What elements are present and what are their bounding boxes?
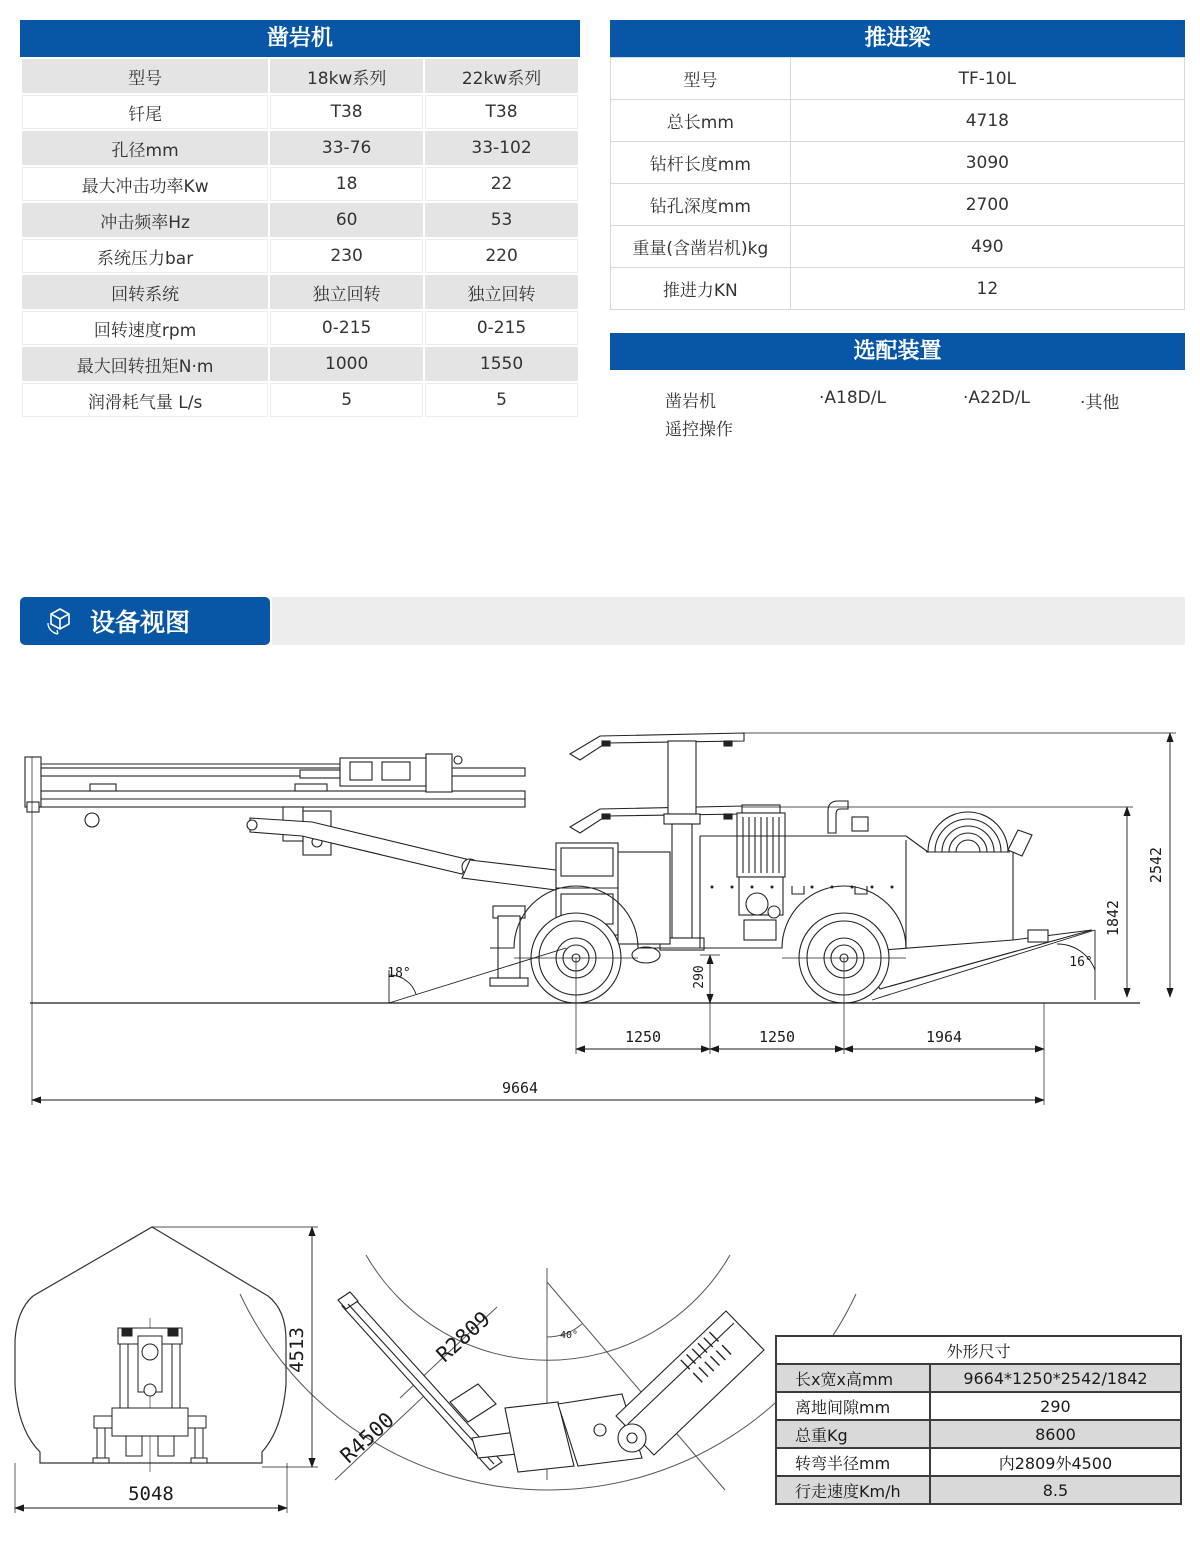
- table-row: [22, 383, 578, 417]
- table-cell: 33-102: [425, 131, 578, 165]
- table-cell: 总重Kg: [776, 1420, 930, 1448]
- dim-1964: 1964: [925, 1028, 963, 1046]
- table-row: [776, 1448, 1181, 1476]
- rock-drill-table: [20, 57, 580, 419]
- tunnel-dimensions: [15, 1227, 318, 1513]
- feed-beam-table-title: 推进梁: [610, 20, 1185, 57]
- feed-beam-table-block: [610, 20, 1185, 310]
- table-cell: 最大回转扭矩N·m: [22, 347, 268, 381]
- table-row: [22, 59, 578, 93]
- cube-3d-icon: [44, 605, 76, 637]
- table-cell: 22kw系列: [425, 59, 578, 93]
- table-cell: 8.5: [930, 1476, 1181, 1504]
- table-cell: 钻杆长度mm: [611, 142, 791, 184]
- table-row: [22, 275, 578, 309]
- table-cell: 1550: [425, 347, 578, 381]
- table-row: [611, 184, 1185, 226]
- table-cell: 独立回转: [270, 275, 423, 309]
- table-row: [776, 1364, 1181, 1392]
- table-cell: 60: [270, 203, 423, 237]
- table-cell: 离地间隙mm: [776, 1392, 930, 1420]
- table-row: [22, 131, 578, 165]
- table-cell: T38: [270, 95, 423, 129]
- table-cell: 5: [270, 383, 423, 417]
- table-cell: 230: [270, 239, 423, 273]
- table-cell: 内2809外4500: [930, 1448, 1181, 1476]
- equipment-view-banner: [20, 597, 1185, 645]
- dim-1842: 1842: [1104, 899, 1122, 937]
- table-cell: 3090: [790, 142, 1184, 184]
- table-cell: 钻孔深度mm: [611, 184, 791, 226]
- overall-dims-title: 外形尺寸: [776, 1336, 1181, 1364]
- turning-view-machine: [335, 1292, 764, 1472]
- table-row: [22, 311, 578, 345]
- equipment-view-banner-title: 设备视图: [90, 608, 191, 637]
- table-cell: 12: [790, 268, 1184, 310]
- equipment-view-banner-strip: [272, 597, 1185, 645]
- table-cell: 转弯半径mm: [776, 1448, 930, 1476]
- dim-5048: 5048: [128, 1483, 174, 1505]
- table-cell: 8600: [930, 1420, 1181, 1448]
- table-row: [611, 100, 1185, 142]
- dim-4513: 4513: [286, 1327, 308, 1373]
- optional-equipment-block: [610, 333, 1185, 480]
- table-cell: 53: [425, 203, 578, 237]
- table-cell: 型号: [22, 59, 268, 93]
- table-row: [611, 142, 1185, 184]
- table-cell: 回转速度rpm: [22, 311, 268, 345]
- angle-18: 18°: [387, 966, 411, 981]
- dim-290: 290: [692, 965, 707, 989]
- table-cell: 钎尾: [22, 95, 268, 129]
- side-view-machine: [25, 733, 1092, 1003]
- table-cell: 重量(含凿岩机)kg: [611, 226, 791, 268]
- angle-16: 16°: [1069, 955, 1093, 970]
- table-cell: 推进力KN: [611, 268, 791, 310]
- table-cell: 0-215: [425, 311, 578, 345]
- optional-item-a18: ·A18D/L: [819, 388, 886, 408]
- table-row: [22, 239, 578, 273]
- optional-item-other: ·其他: [1080, 393, 1120, 413]
- table-cell: 1000: [270, 347, 423, 381]
- optional-equipment-label: [665, 388, 733, 444]
- table-row: [611, 58, 1185, 100]
- table-cell: 2700: [790, 184, 1184, 226]
- table-row: [611, 268, 1185, 310]
- table-row: [22, 95, 578, 129]
- table-row: [776, 1476, 1181, 1504]
- table-cell: 290: [930, 1392, 1181, 1420]
- table-row: [22, 167, 578, 201]
- table-cell: 系统压力bar: [22, 239, 268, 273]
- table-cell: T38: [425, 95, 578, 129]
- table-cell: 润滑耗气量 L/s: [22, 383, 268, 417]
- optional-label-line2: 遥控操作: [665, 420, 733, 440]
- table-row: [22, 347, 578, 381]
- table-cell: 22: [425, 167, 578, 201]
- outer-radius-label: R4500: [335, 1407, 399, 1468]
- table-cell: 型号: [611, 58, 791, 100]
- tunnel-machine-front: [93, 1318, 207, 1472]
- table-cell: 行走速度Km/h: [776, 1476, 930, 1504]
- table-cell: 孔径mm: [22, 131, 268, 165]
- inner-radius-arc: [366, 1255, 730, 1360]
- table-cell: 总长mm: [611, 100, 791, 142]
- table-cell: TF-10L: [790, 58, 1184, 100]
- table-cell: 5: [425, 383, 578, 417]
- table-cell: 490: [790, 226, 1184, 268]
- optional-item-a22: ·A22D/L: [963, 388, 1030, 408]
- equipment-view-banner-blue: [20, 597, 270, 645]
- table-cell: 220: [425, 239, 578, 273]
- dim-1250-rear: 1250: [758, 1028, 796, 1046]
- table-row: [776, 1392, 1181, 1420]
- table-row: [22, 203, 578, 237]
- table-cell: 18kw系列: [270, 59, 423, 93]
- dim-1250-front: 1250: [624, 1028, 662, 1046]
- optional-label-line1: 凿岩机: [665, 392, 716, 412]
- table-cell: 最大冲击功率Kw: [22, 167, 268, 201]
- dim-9664: 9664: [501, 1079, 539, 1097]
- table-row: [776, 1420, 1181, 1448]
- table-cell: 冲击频率Hz: [22, 203, 268, 237]
- overall-dims-table: [775, 1335, 1182, 1505]
- optional-equipment-title: 选配装置: [610, 333, 1185, 370]
- inner-radius-label: R2809: [431, 1306, 495, 1367]
- dim-2542: 2542: [1147, 846, 1165, 884]
- articulation-angle-label: 40°: [560, 1330, 579, 1341]
- optional-equipment-body: [610, 370, 1185, 480]
- overall-dims-table-block: [775, 1335, 1182, 1505]
- table-cell: 9664*1250*2542/1842: [930, 1364, 1181, 1392]
- feed-beam-table: [610, 57, 1185, 310]
- table-cell: 独立回转: [425, 275, 578, 309]
- table-cell: 18: [270, 167, 423, 201]
- table-cell: 4718: [790, 100, 1184, 142]
- rock-drill-table-block: [20, 20, 580, 419]
- table-cell: 33-76: [270, 131, 423, 165]
- table-cell: 0-215: [270, 311, 423, 345]
- table-cell: 长x宽x高mm: [776, 1364, 930, 1392]
- rock-drill-table-title: 凿岩机: [20, 20, 580, 57]
- table-row: [611, 226, 1185, 268]
- table-cell: 回转系统: [22, 275, 268, 309]
